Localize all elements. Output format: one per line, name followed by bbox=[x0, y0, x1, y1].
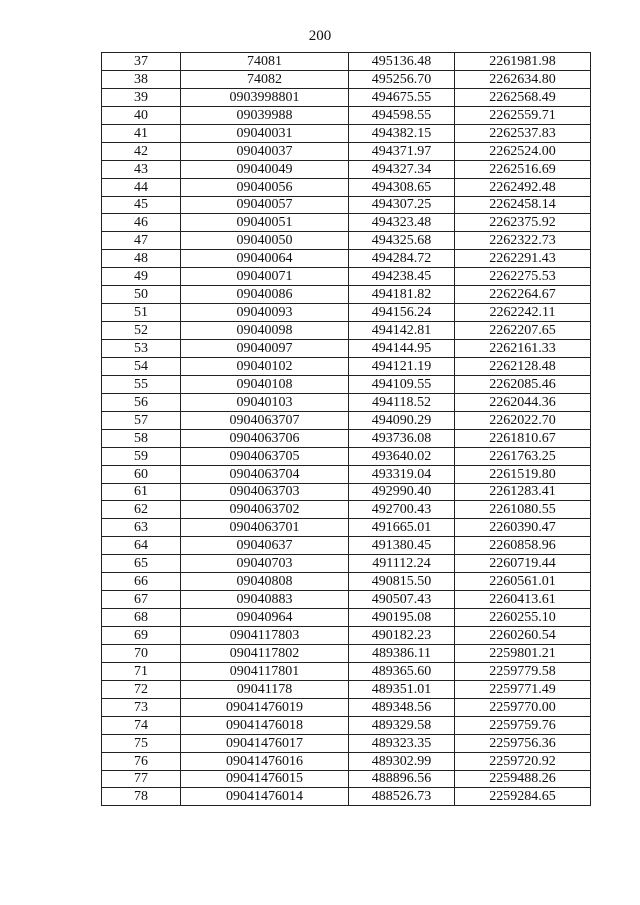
x-coordinate-cell: 493319.04 bbox=[349, 465, 455, 483]
x-coordinate-cell: 495136.48 bbox=[349, 53, 455, 71]
point-id-cell: 09040064 bbox=[181, 250, 349, 268]
y-coordinate-cell: 2262161.33 bbox=[455, 340, 591, 358]
table-row bbox=[102, 734, 591, 752]
x-coordinate-cell: 488896.56 bbox=[349, 770, 455, 788]
point-id-cell: 09040964 bbox=[181, 609, 349, 627]
row-index-cell: 45 bbox=[102, 196, 181, 214]
coordinates-table-body bbox=[102, 53, 591, 806]
table-row bbox=[102, 609, 591, 627]
y-coordinate-cell: 2259801.21 bbox=[455, 644, 591, 662]
table-row bbox=[102, 680, 591, 698]
x-coordinate-cell: 491380.45 bbox=[349, 537, 455, 555]
point-id-cell: 09040093 bbox=[181, 304, 349, 322]
point-id-cell: 09041476015 bbox=[181, 770, 349, 788]
x-coordinate-cell: 494325.68 bbox=[349, 232, 455, 250]
x-coordinate-cell: 494307.25 bbox=[349, 196, 455, 214]
y-coordinate-cell: 2259284.65 bbox=[455, 788, 591, 806]
x-coordinate-cell: 494382.15 bbox=[349, 124, 455, 142]
point-id-cell: 09041476019 bbox=[181, 698, 349, 716]
y-coordinate-cell: 2261080.55 bbox=[455, 501, 591, 519]
y-coordinate-cell: 2262085.46 bbox=[455, 375, 591, 393]
x-coordinate-cell: 490815.50 bbox=[349, 573, 455, 591]
table-row bbox=[102, 268, 591, 286]
y-coordinate-cell: 2262568.49 bbox=[455, 88, 591, 106]
x-coordinate-cell: 494675.55 bbox=[349, 88, 455, 106]
y-coordinate-cell: 2261810.67 bbox=[455, 429, 591, 447]
point-id-cell: 09040049 bbox=[181, 160, 349, 178]
row-index-cell: 55 bbox=[102, 375, 181, 393]
table-row bbox=[102, 178, 591, 196]
y-coordinate-cell: 2260413.61 bbox=[455, 591, 591, 609]
y-coordinate-cell: 2262492.48 bbox=[455, 178, 591, 196]
x-coordinate-cell: 494156.24 bbox=[349, 304, 455, 322]
x-coordinate-cell: 489329.58 bbox=[349, 716, 455, 734]
point-id-cell: 0904117801 bbox=[181, 662, 349, 680]
table-row bbox=[102, 393, 591, 411]
table-row bbox=[102, 501, 591, 519]
y-coordinate-cell: 2262044.36 bbox=[455, 393, 591, 411]
y-coordinate-cell: 2261763.25 bbox=[455, 447, 591, 465]
table-row bbox=[102, 483, 591, 501]
y-coordinate-cell: 2259770.00 bbox=[455, 698, 591, 716]
table-row bbox=[102, 357, 591, 375]
x-coordinate-cell: 492700.43 bbox=[349, 501, 455, 519]
table-row bbox=[102, 322, 591, 340]
row-index-cell: 68 bbox=[102, 609, 181, 627]
x-coordinate-cell: 494109.55 bbox=[349, 375, 455, 393]
point-id-cell: 09040057 bbox=[181, 196, 349, 214]
y-coordinate-cell: 2262516.69 bbox=[455, 160, 591, 178]
table-row bbox=[102, 232, 591, 250]
table-row bbox=[102, 555, 591, 573]
table-row bbox=[102, 627, 591, 645]
row-index-cell: 48 bbox=[102, 250, 181, 268]
row-index-cell: 59 bbox=[102, 447, 181, 465]
y-coordinate-cell: 2259756.36 bbox=[455, 734, 591, 752]
point-id-cell: 09040637 bbox=[181, 537, 349, 555]
y-coordinate-cell: 2259720.92 bbox=[455, 752, 591, 770]
point-id-cell: 0903998801 bbox=[181, 88, 349, 106]
point-id-cell: 0904063705 bbox=[181, 447, 349, 465]
row-index-cell: 73 bbox=[102, 698, 181, 716]
y-coordinate-cell: 2262458.14 bbox=[455, 196, 591, 214]
row-index-cell: 47 bbox=[102, 232, 181, 250]
y-coordinate-cell: 2262022.70 bbox=[455, 411, 591, 429]
row-index-cell: 58 bbox=[102, 429, 181, 447]
table-row bbox=[102, 340, 591, 358]
x-coordinate-cell: 490507.43 bbox=[349, 591, 455, 609]
row-index-cell: 62 bbox=[102, 501, 181, 519]
x-coordinate-cell: 495256.70 bbox=[349, 70, 455, 88]
point-id-cell: 09040883 bbox=[181, 591, 349, 609]
row-index-cell: 57 bbox=[102, 411, 181, 429]
table-row bbox=[102, 465, 591, 483]
point-id-cell: 0904063704 bbox=[181, 465, 349, 483]
point-id-cell: 09041476014 bbox=[181, 788, 349, 806]
row-index-cell: 61 bbox=[102, 483, 181, 501]
point-id-cell: 09041178 bbox=[181, 680, 349, 698]
row-index-cell: 38 bbox=[102, 70, 181, 88]
row-index-cell: 74 bbox=[102, 716, 181, 734]
x-coordinate-cell: 491112.24 bbox=[349, 555, 455, 573]
row-index-cell: 56 bbox=[102, 393, 181, 411]
table-row bbox=[102, 591, 591, 609]
point-id-cell: 09040103 bbox=[181, 393, 349, 411]
x-coordinate-cell: 489348.56 bbox=[349, 698, 455, 716]
row-index-cell: 42 bbox=[102, 142, 181, 160]
y-coordinate-cell: 2262559.71 bbox=[455, 106, 591, 124]
y-coordinate-cell: 2260719.44 bbox=[455, 555, 591, 573]
table-row bbox=[102, 537, 591, 555]
table-row bbox=[102, 644, 591, 662]
row-index-cell: 40 bbox=[102, 106, 181, 124]
point-id-cell: 09040703 bbox=[181, 555, 349, 573]
row-index-cell: 37 bbox=[102, 53, 181, 71]
y-coordinate-cell: 2262524.00 bbox=[455, 142, 591, 160]
y-coordinate-cell: 2259779.58 bbox=[455, 662, 591, 680]
point-id-cell: 0904063707 bbox=[181, 411, 349, 429]
table-row bbox=[102, 196, 591, 214]
x-coordinate-cell: 494144.95 bbox=[349, 340, 455, 358]
page-number: 200 bbox=[308, 28, 332, 44]
row-index-cell: 72 bbox=[102, 680, 181, 698]
y-coordinate-cell: 2262375.92 bbox=[455, 214, 591, 232]
row-index-cell: 49 bbox=[102, 268, 181, 286]
point-id-cell: 09040102 bbox=[181, 357, 349, 375]
row-index-cell: 77 bbox=[102, 770, 181, 788]
point-id-cell: 74081 bbox=[181, 53, 349, 71]
x-coordinate-cell: 489323.35 bbox=[349, 734, 455, 752]
x-coordinate-cell: 489351.01 bbox=[349, 680, 455, 698]
row-index-cell: 76 bbox=[102, 752, 181, 770]
y-coordinate-cell: 2262264.67 bbox=[455, 286, 591, 304]
table-row bbox=[102, 573, 591, 591]
row-index-cell: 67 bbox=[102, 591, 181, 609]
row-index-cell: 52 bbox=[102, 322, 181, 340]
row-index-cell: 63 bbox=[102, 519, 181, 537]
row-index-cell: 69 bbox=[102, 627, 181, 645]
point-id-cell: 09040086 bbox=[181, 286, 349, 304]
point-id-cell: 09040031 bbox=[181, 124, 349, 142]
table-row bbox=[102, 124, 591, 142]
row-index-cell: 43 bbox=[102, 160, 181, 178]
point-id-cell: 09040808 bbox=[181, 573, 349, 591]
point-id-cell: 09040056 bbox=[181, 178, 349, 196]
x-coordinate-cell: 494121.19 bbox=[349, 357, 455, 375]
coordinates-table bbox=[101, 52, 591, 806]
x-coordinate-cell: 489302.99 bbox=[349, 752, 455, 770]
y-coordinate-cell: 2262128.48 bbox=[455, 357, 591, 375]
point-id-cell: 0904063701 bbox=[181, 519, 349, 537]
point-id-cell: 09040050 bbox=[181, 232, 349, 250]
x-coordinate-cell: 493640.02 bbox=[349, 447, 455, 465]
row-index-cell: 46 bbox=[102, 214, 181, 232]
table-row bbox=[102, 662, 591, 680]
point-id-cell: 74082 bbox=[181, 70, 349, 88]
x-coordinate-cell: 494323.48 bbox=[349, 214, 455, 232]
table-row bbox=[102, 752, 591, 770]
x-coordinate-cell: 494090.29 bbox=[349, 411, 455, 429]
x-coordinate-cell: 489386.11 bbox=[349, 644, 455, 662]
y-coordinate-cell: 2261519.80 bbox=[455, 465, 591, 483]
row-index-cell: 44 bbox=[102, 178, 181, 196]
y-coordinate-cell: 2260561.01 bbox=[455, 573, 591, 591]
table-row bbox=[102, 250, 591, 268]
y-coordinate-cell: 2262207.65 bbox=[455, 322, 591, 340]
y-coordinate-cell: 2262537.83 bbox=[455, 124, 591, 142]
x-coordinate-cell: 494327.34 bbox=[349, 160, 455, 178]
row-index-cell: 51 bbox=[102, 304, 181, 322]
point-id-cell: 09040098 bbox=[181, 322, 349, 340]
point-id-cell: 09040071 bbox=[181, 268, 349, 286]
row-index-cell: 54 bbox=[102, 357, 181, 375]
point-id-cell: 0904063703 bbox=[181, 483, 349, 501]
y-coordinate-cell: 2260260.54 bbox=[455, 627, 591, 645]
point-id-cell: 0904063706 bbox=[181, 429, 349, 447]
x-coordinate-cell: 494118.52 bbox=[349, 393, 455, 411]
x-coordinate-cell: 493736.08 bbox=[349, 429, 455, 447]
y-coordinate-cell: 2259488.26 bbox=[455, 770, 591, 788]
y-coordinate-cell: 2261283.41 bbox=[455, 483, 591, 501]
x-coordinate-cell: 490182.23 bbox=[349, 627, 455, 645]
table-row bbox=[102, 106, 591, 124]
point-id-cell: 0904117803 bbox=[181, 627, 349, 645]
row-index-cell: 70 bbox=[102, 644, 181, 662]
point-id-cell: 09041476018 bbox=[181, 716, 349, 734]
table-row bbox=[102, 88, 591, 106]
table-row bbox=[102, 716, 591, 734]
y-coordinate-cell: 2262275.53 bbox=[455, 268, 591, 286]
row-index-cell: 39 bbox=[102, 88, 181, 106]
x-coordinate-cell: 488526.73 bbox=[349, 788, 455, 806]
table-row bbox=[102, 375, 591, 393]
row-index-cell: 66 bbox=[102, 573, 181, 591]
row-index-cell: 64 bbox=[102, 537, 181, 555]
x-coordinate-cell: 491665.01 bbox=[349, 519, 455, 537]
y-coordinate-cell: 2260390.47 bbox=[455, 519, 591, 537]
table-row bbox=[102, 160, 591, 178]
table-row bbox=[102, 286, 591, 304]
row-index-cell: 41 bbox=[102, 124, 181, 142]
y-coordinate-cell: 2259759.76 bbox=[455, 716, 591, 734]
table-row bbox=[102, 519, 591, 537]
row-index-cell: 53 bbox=[102, 340, 181, 358]
y-coordinate-cell: 2262634.80 bbox=[455, 70, 591, 88]
row-index-cell: 65 bbox=[102, 555, 181, 573]
x-coordinate-cell: 489365.60 bbox=[349, 662, 455, 680]
y-coordinate-cell: 2262291.43 bbox=[455, 250, 591, 268]
x-coordinate-cell: 494238.45 bbox=[349, 268, 455, 286]
point-id-cell: 09041476016 bbox=[181, 752, 349, 770]
x-coordinate-cell: 494142.81 bbox=[349, 322, 455, 340]
point-id-cell: 09040037 bbox=[181, 142, 349, 160]
row-index-cell: 50 bbox=[102, 286, 181, 304]
point-id-cell: 09041476017 bbox=[181, 734, 349, 752]
y-coordinate-cell: 2261981.98 bbox=[455, 53, 591, 71]
x-coordinate-cell: 494181.82 bbox=[349, 286, 455, 304]
table-row bbox=[102, 304, 591, 322]
y-coordinate-cell: 2260255.10 bbox=[455, 609, 591, 627]
row-index-cell: 60 bbox=[102, 465, 181, 483]
table-row bbox=[102, 411, 591, 429]
row-index-cell: 75 bbox=[102, 734, 181, 752]
point-id-cell: 09040051 bbox=[181, 214, 349, 232]
table-row bbox=[102, 788, 591, 806]
y-coordinate-cell: 2262242.11 bbox=[455, 304, 591, 322]
point-id-cell: 09040108 bbox=[181, 375, 349, 393]
point-id-cell: 0904063702 bbox=[181, 501, 349, 519]
point-id-cell: 09040097 bbox=[181, 340, 349, 358]
y-coordinate-cell: 2260858.96 bbox=[455, 537, 591, 555]
table-row bbox=[102, 698, 591, 716]
table-row bbox=[102, 447, 591, 465]
x-coordinate-cell: 494371.97 bbox=[349, 142, 455, 160]
row-index-cell: 71 bbox=[102, 662, 181, 680]
y-coordinate-cell: 2262322.73 bbox=[455, 232, 591, 250]
table-row bbox=[102, 142, 591, 160]
table-row bbox=[102, 214, 591, 232]
y-coordinate-cell: 2259771.49 bbox=[455, 680, 591, 698]
row-index-cell: 78 bbox=[102, 788, 181, 806]
x-coordinate-cell: 494598.55 bbox=[349, 106, 455, 124]
table-row bbox=[102, 770, 591, 788]
table-row bbox=[102, 70, 591, 88]
x-coordinate-cell: 494284.72 bbox=[349, 250, 455, 268]
table-row bbox=[102, 429, 591, 447]
point-id-cell: 0904117802 bbox=[181, 644, 349, 662]
x-coordinate-cell: 490195.08 bbox=[349, 609, 455, 627]
x-coordinate-cell: 492990.40 bbox=[349, 483, 455, 501]
point-id-cell: 09039988 bbox=[181, 106, 349, 124]
x-coordinate-cell: 494308.65 bbox=[349, 178, 455, 196]
table-row bbox=[102, 53, 591, 71]
